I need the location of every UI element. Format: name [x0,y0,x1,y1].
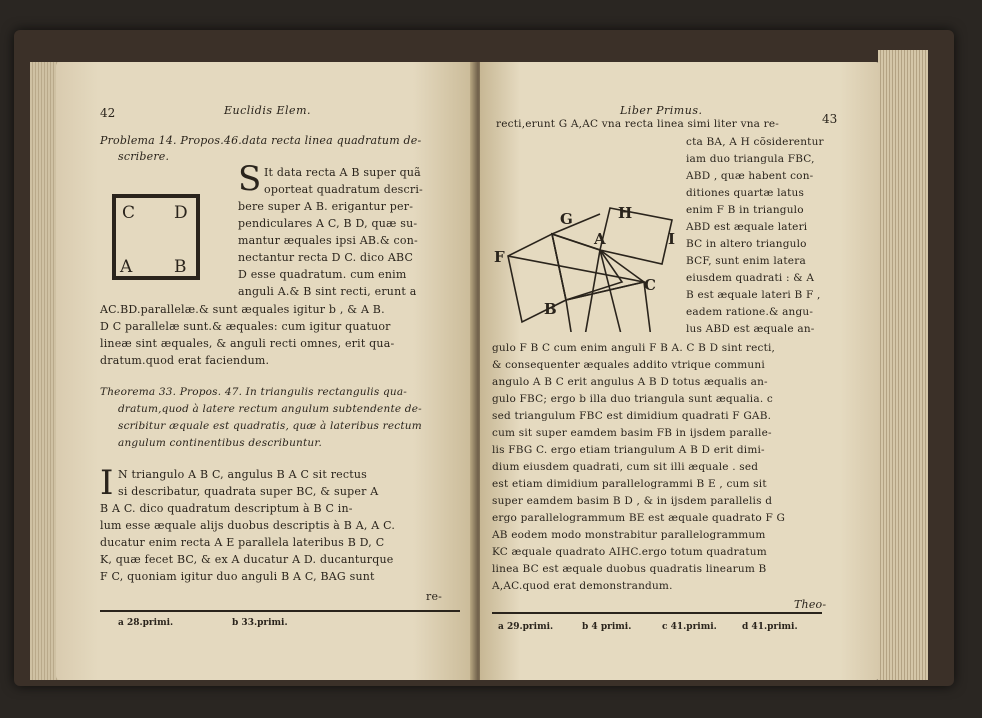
right-text-line: super eamdem basim B D , & in ijsdem parallelis d [492,495,773,507]
right-text-line: enim F B in triangulo [686,204,804,216]
theorem-text-line: ducatur enim recta A E parallela lateribus B D, C [100,536,385,549]
left-page [56,62,476,680]
footnote: b 4 primi. [582,622,632,632]
right-text-line: BCF, sunt enim latera [686,255,806,267]
problem-text-line: bere super A B. erigantur per- [238,200,414,213]
right-text-line: BC in altero triangulo [686,238,807,250]
dropcap-s: S [238,159,262,199]
dropcap-i: I [100,463,114,503]
right-text-line: cum sit super eamdem basim FB in ijsdem paralle- [492,427,772,439]
right-text-line: linea BC est æquale duobus quadratis linearum B [492,563,767,575]
square-label-d: D [174,203,188,223]
right-text-line: eadem ratione.& angu- [686,306,814,318]
right-text-line: ditiones quartæ latus [686,187,805,199]
theorem-text-line: F C, quoniam igitur duo anguli B A C, BAG sunt [100,570,375,583]
right-page [480,62,880,680]
page-edges-right [878,50,928,680]
right-text-line: KC æquale quadrato AIHC.ergo totum quadratum [492,546,767,558]
problem-text-line: mantur æquales ipsi AB.& con- [238,234,418,247]
problem-heading-line: Problema 14. Propos.46.data recta linea quadratum de- [100,134,422,147]
figure-label-i: I [668,230,676,248]
figure-label-a: A [594,230,606,248]
problem-text-line: AC.BD.parallelæ.& sunt æquales igitur b , & A B. [100,303,385,316]
theorem-text-line: K, quæ fecet BC, & ex A ducatur A D. ducanturque [100,553,394,566]
right-text-line: sed triangulum FBC est dimidium quadrati F GAB. [492,410,772,422]
running-head: Euclidis Elem. [224,104,311,117]
right-text-line: angulo A B C erit angulus A B D totus æqualis an- [492,376,768,388]
theorem-text-line: lum esse æquale alijs duobus descriptis à B A, A C. [100,519,396,532]
right-text-line: lus ABD est æquale an- [686,323,815,335]
right-text-line: AB eodem modo monstrabitur parallelogrammum [492,529,766,541]
right-text-line: iam duo triangula FBC, [686,153,815,165]
right-text-line: gulo F B C cum enim anguli F B A. C B D sint recti, [492,342,776,354]
square-label-c: C [122,203,136,223]
footnote: a 28.primi. [118,618,174,628]
figure-label-f: F [494,248,505,266]
right-text-line: ABD est æquale lateri [686,221,808,233]
right-text-line: dium eiusdem quadrati, cum sit illi æquale . sed [492,461,759,473]
right-text-line: ergo parallelogrammum BE est æquale quadrato F G [492,512,786,524]
catchword: re- [426,590,443,603]
footnote-rule [100,610,460,612]
theorem-heading-line: scribitur æquale est quadratis, quæ à lateribus rectum [118,420,422,432]
right-text-line: cta BA, A H cõsiderentur [686,136,824,148]
figure-label-c: C [644,276,656,294]
right-text-line: recti,erunt G A,AC vna recta linea simi liter vna re- [496,118,780,130]
theorem-text-line: N triangulo A B C, angulus B A C sit rectus [118,468,367,481]
catchword: Theo- [794,598,827,611]
footnote: a 29.primi. [498,622,554,632]
problem-heading-line: scribere. [118,150,170,163]
theorem-heading-line: dratum,quod à latere rectum angulum subtendente de- [118,403,422,415]
running-head: Liber Primus. [620,104,703,117]
problem-text-line: oporteat quadratum descri- [264,183,423,196]
theorem-text-line: si describatur, quadrata super BC, & super A [118,485,379,498]
page-number: 42 [100,106,116,120]
problem-text-line: pendiculares A C, B D, quæ su- [238,217,418,230]
right-text-line: A,AC.quod erat demonstrandum. [492,580,673,592]
problem-text-line: nectantur recta D C. dico ABC [238,251,414,264]
square-label-b: B [174,257,187,277]
figure-label-b: B [544,300,557,318]
footnote: b 33.primi. [232,618,288,628]
problem-text-line: D esse quadratum. cum enim [238,268,407,281]
footnote: d 41.primi. [742,622,798,632]
right-text-line: gulo FBC; ergo b illa duo triangula sunt æqualia. c [492,393,773,405]
figure-label-h: H [618,204,633,222]
right-text-line: eiusdem quadrati : & A [686,272,815,284]
square-label-a: A [120,257,133,277]
problem-text-line: dratum.quod erat faciendum. [100,354,270,367]
square-figure [110,192,202,282]
page-number: 43 [822,112,838,126]
right-text-line: & consequenter æquales addito vtrique communi [492,359,765,371]
problem-text-line: anguli A.& B sint recti, erunt a [238,285,417,298]
right-text-line: est etiam dimidium parallelogrammi B E , cum sit [492,478,767,490]
right-text-line: lis FBG C. ergo etiam triangulum A B D erit dimi- [492,444,765,456]
right-text-line: ABD , quæ habent con- [686,170,814,182]
figure-label-g: G [560,210,573,228]
problem-text-line: D C parallelæ sunt.& æquales: cum igitur quatuor [100,320,391,333]
problem-text-line: It data recta A B super quã [264,166,421,179]
theorem-heading-line: angulum continentibus describuntur. [118,437,323,449]
footnote-rule [492,612,822,614]
theorem-text-line: B A C. dico quadratum descriptum à B C in- [100,502,353,515]
right-text-line: B est æquale lateri B F , [686,289,821,301]
theorem-heading-line: Theorema 33. Propos. 47. In triangulis rectangulis qua- [100,386,408,398]
pythagoras-figure [490,132,700,332]
problem-text-line: lineæ sint æquales, & anguli recti omnes, erit qua- [100,337,395,350]
footnote: c 41.primi. [662,622,717,632]
